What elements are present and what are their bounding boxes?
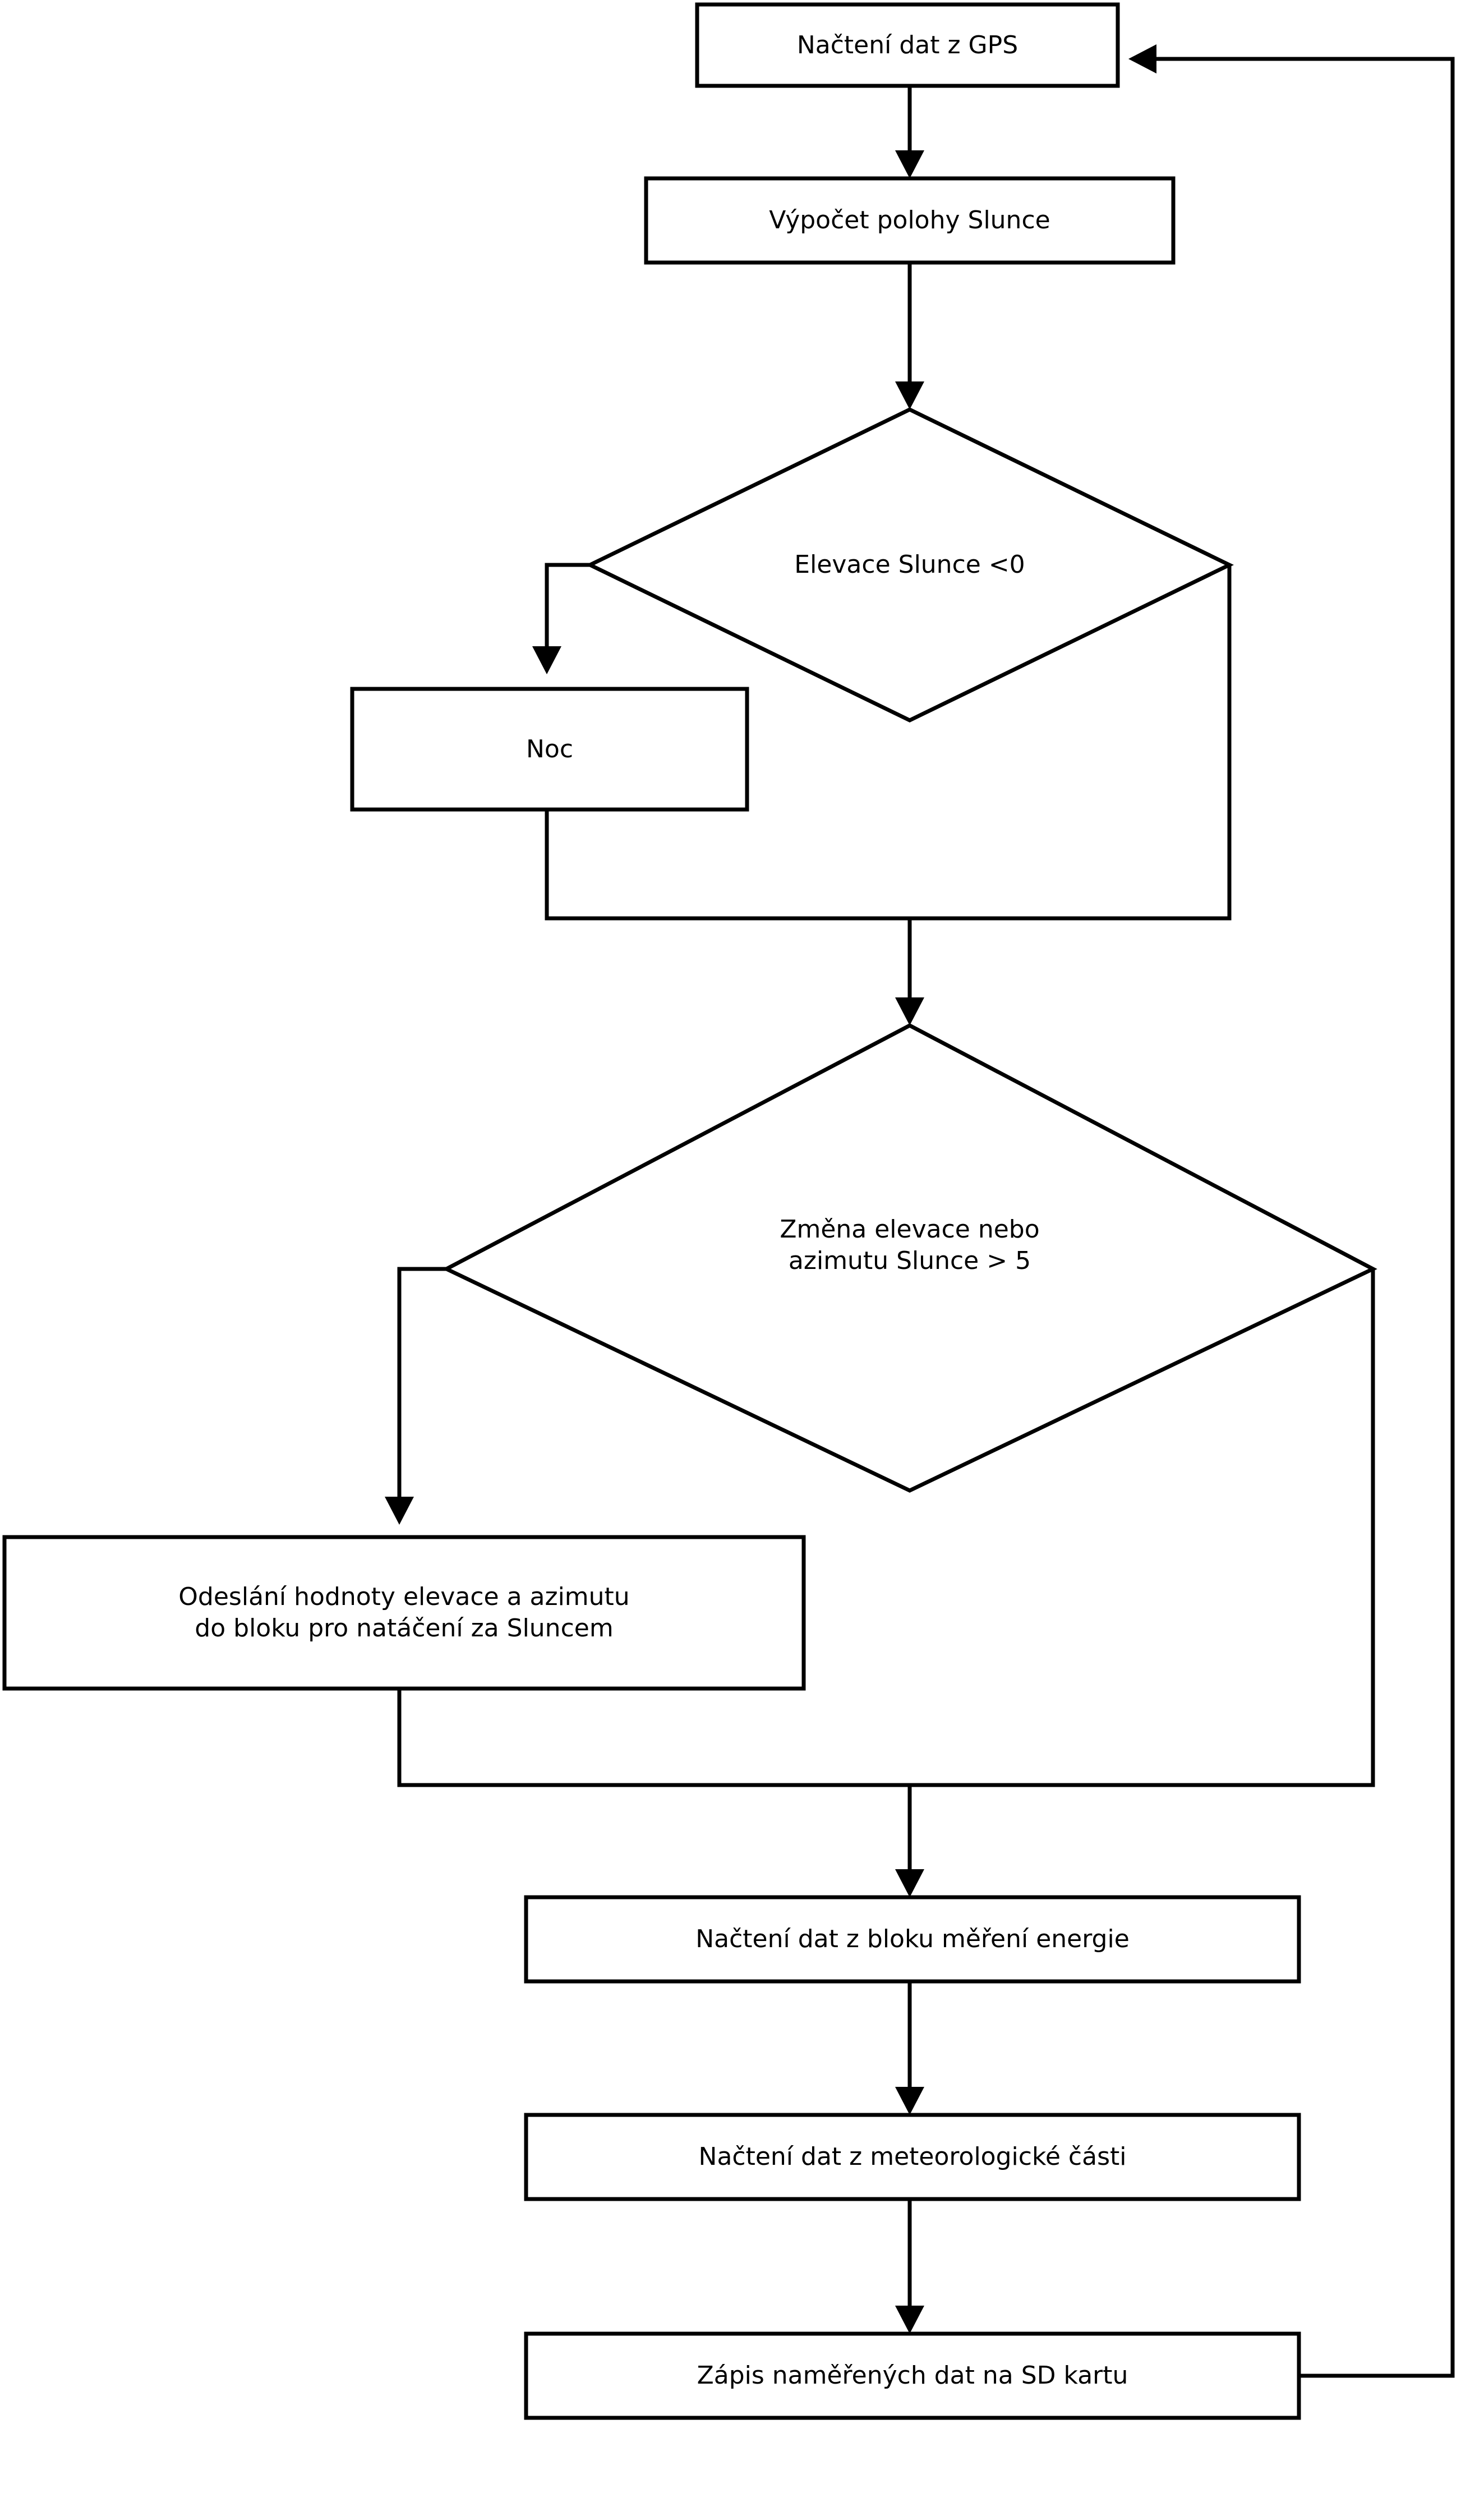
edge-elevace-noc [547,565,590,655]
node-shape-energie[interactable] [526,1897,1299,1981]
node-shape-zmena[interactable] [446,1025,1373,1491]
node-label-energie: Načtení dat z bloku měření energie [695,1925,1130,1953]
node-label-odeslani: Odeslání hodnoty elevace a azimutu do bloku pro natáčení za Sluncem [178,1583,630,1643]
node-shape-meteo[interactable] [526,2115,1299,2199]
edge-zapis-gps-arrow [1128,44,1156,73]
edge-elevace-noc-arrow [532,646,561,674]
node-label-noc: Noc [526,734,574,763]
edge-zmena-odeslani-arrow [385,1497,414,1525]
node-shape-elevace[interactable] [590,410,1229,720]
edge-odeslani-join [399,1689,910,1785]
node-label-elevace: Elevace Slunce <0 [794,550,1025,579]
node-shape-noc[interactable] [352,689,747,809]
edge-gps-slunce-arrow [895,150,924,178]
node-shape-gps[interactable] [697,4,1118,86]
edge-slunce-elevace-arrow [895,381,924,410]
edge-join-zmena-arrow [895,997,924,1025]
node-shape-odeslani[interactable] [4,1537,804,1689]
edge-meteo-zapis-arrow [895,2306,924,2334]
node-shape-zapis[interactable] [526,2334,1299,2418]
node-label-gps: Načtení dat z GPS [796,30,1018,59]
edge-energie-meteo-arrow [895,2087,924,2115]
node-label-slunce: Výpočet polohy Slunce [769,206,1050,234]
node-label-meteo: Načtení dat z meteorologické části [698,2142,1127,2171]
node-shape-slunce[interactable] [646,178,1173,263]
edge-join-energie-arrow [895,1869,924,1897]
edge-noc-join [547,809,910,918]
edge-zmena-odeslani [399,1269,446,1506]
node-label-zmena: Změna elevace nebo azimutu Slunce > 5 [780,1215,1040,1275]
node-label-zapis: Zápis naměřených dat na SD kartu [697,2361,1128,2390]
